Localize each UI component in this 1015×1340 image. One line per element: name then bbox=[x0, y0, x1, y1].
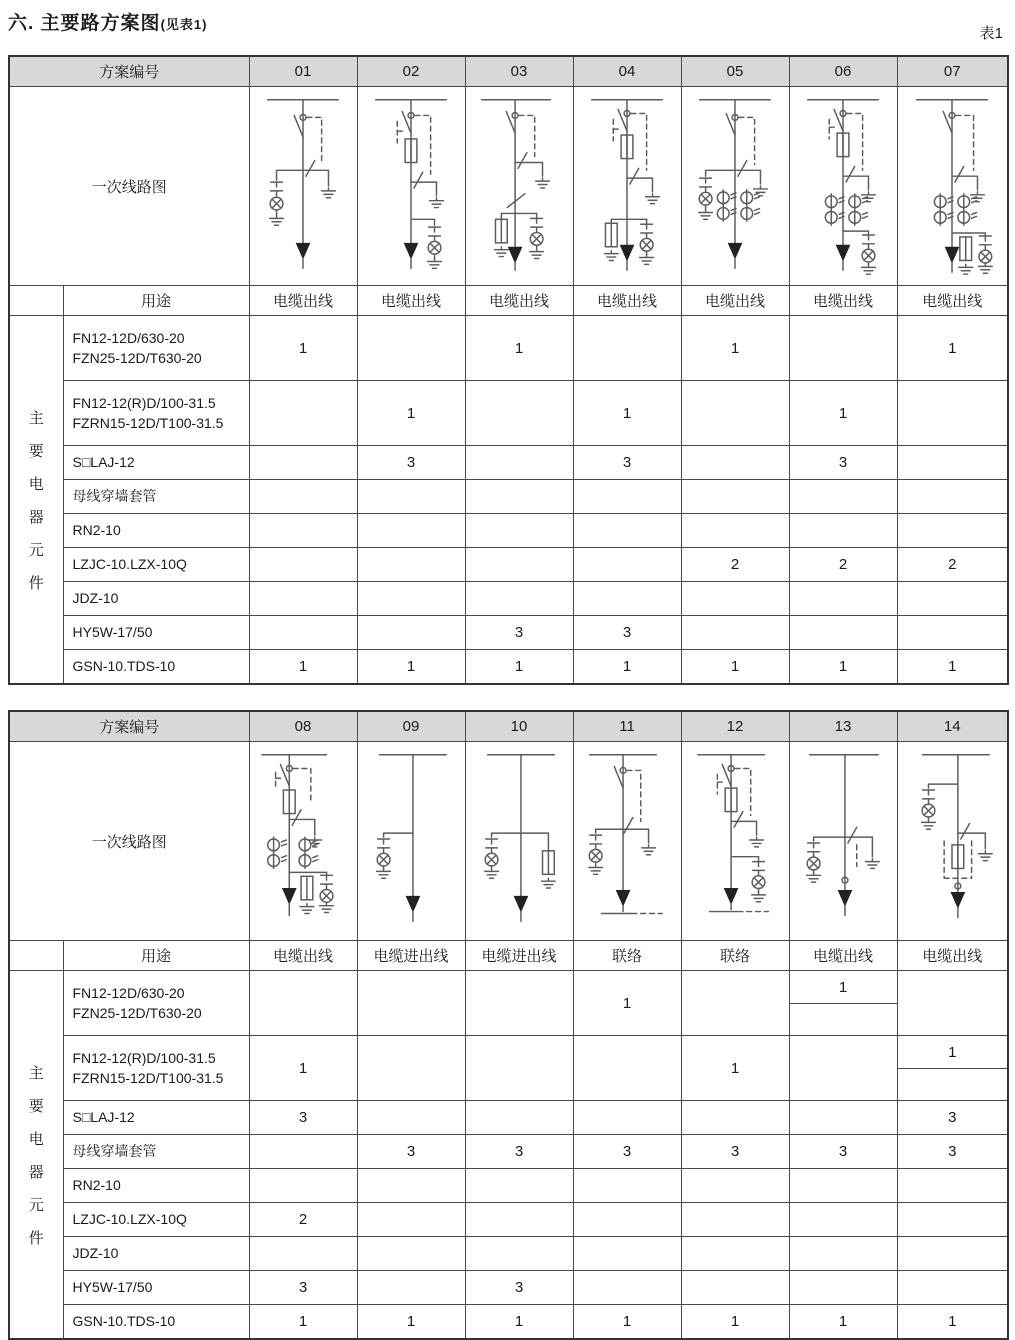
qty-cell bbox=[357, 971, 465, 1036]
qty-cell bbox=[249, 1237, 357, 1271]
qty-cell bbox=[357, 1169, 465, 1203]
title-text: 六. 主要路方案图 bbox=[8, 13, 161, 34]
usage-cell: 电缆出线 bbox=[681, 286, 789, 316]
qty-cell bbox=[357, 548, 465, 582]
qty-cell: 1 bbox=[681, 316, 789, 381]
qty-cell: 1 bbox=[249, 650, 357, 685]
qty-cell bbox=[357, 316, 465, 381]
usage-cell: 电缆出线 bbox=[249, 941, 357, 971]
component-name: HY5W-17/50 bbox=[63, 616, 249, 650]
qty-cell: 3 bbox=[465, 1135, 573, 1169]
scheme-header-cell: 04 bbox=[573, 56, 681, 87]
circuit-diagram-svg bbox=[250, 743, 356, 939]
circuit-diagram-svg bbox=[682, 743, 788, 939]
scheme-header-cell: 07 bbox=[897, 56, 1008, 87]
qty-cell: 3 bbox=[789, 1135, 897, 1169]
qty-cell bbox=[681, 480, 789, 514]
qty-cell bbox=[465, 1203, 573, 1237]
qty-cell: 3 bbox=[357, 1135, 465, 1169]
qty-sub-bottom bbox=[898, 1069, 1008, 1099]
circuit-diagram-13 bbox=[789, 742, 897, 941]
scheme-header-cell: 05 bbox=[681, 56, 789, 87]
usage-cell: 电缆进出线 bbox=[465, 941, 573, 971]
qty-cell bbox=[573, 548, 681, 582]
usage-label: 用途 bbox=[63, 286, 249, 316]
scheme-header-cell: 08 bbox=[249, 711, 357, 742]
qty-cell: 1 bbox=[897, 650, 1008, 685]
qty-cell: 1 bbox=[573, 1305, 681, 1340]
usage-cell: 电缆进出线 bbox=[357, 941, 465, 971]
usage-cell: 电缆出线 bbox=[789, 286, 897, 316]
qty-cell: 1 bbox=[249, 1305, 357, 1340]
circuit-diagram-03 bbox=[465, 87, 573, 286]
component-name: GSN-10.TDS-10 bbox=[63, 650, 249, 685]
qty-cell bbox=[897, 971, 1008, 1036]
qty-cell bbox=[573, 1169, 681, 1203]
circuit-diagram-05 bbox=[681, 87, 789, 286]
components-vertical-label bbox=[9, 971, 63, 1340]
qty-cell bbox=[681, 616, 789, 650]
qty-cell bbox=[465, 1169, 573, 1203]
qty-cell bbox=[789, 616, 897, 650]
circuit-diagram-svg bbox=[358, 743, 464, 939]
circuit-diagram-12 bbox=[681, 742, 789, 941]
circuit-diagram-07 bbox=[897, 87, 1008, 286]
qty-cell bbox=[573, 1203, 681, 1237]
circuit-diagram-svg bbox=[899, 88, 1005, 284]
qty-cell: 3 bbox=[897, 1135, 1008, 1169]
qty-cell bbox=[789, 582, 897, 616]
qty-cell bbox=[357, 480, 465, 514]
table-tag: 表1 bbox=[979, 25, 1003, 42]
qty-cell bbox=[465, 548, 573, 582]
scheme-no-header: 方案编号 bbox=[9, 711, 249, 742]
qty-cell: 3 bbox=[465, 1271, 573, 1305]
scheme-header-cell: 11 bbox=[573, 711, 681, 742]
scheme-header-cell: 01 bbox=[249, 56, 357, 87]
title-note: (见表1) bbox=[160, 17, 208, 32]
qty-cell bbox=[465, 1101, 573, 1135]
scheme-header-cell: 12 bbox=[681, 711, 789, 742]
qty-cell bbox=[465, 971, 573, 1036]
qty-cell bbox=[573, 480, 681, 514]
qty-cell bbox=[357, 1101, 465, 1135]
usage-cell: 电缆出线 bbox=[897, 941, 1008, 971]
qty-cell bbox=[681, 582, 789, 616]
component-name: JDZ-10 bbox=[63, 1237, 249, 1271]
qty-cell bbox=[897, 1169, 1008, 1203]
qty-cell bbox=[897, 480, 1008, 514]
qty-cell bbox=[573, 514, 681, 548]
usage-spacer-cell bbox=[9, 941, 63, 971]
qty-cell bbox=[789, 1237, 897, 1271]
qty-cell bbox=[789, 1271, 897, 1305]
qty-cell bbox=[897, 514, 1008, 548]
qty-cell: 1 bbox=[789, 381, 897, 446]
component-name: FN12-12D/630-20 FZN25-12D/T630-20 bbox=[63, 971, 249, 1036]
usage-cell: 电缆出线 bbox=[465, 286, 573, 316]
qty-cell bbox=[357, 616, 465, 650]
qty-cell bbox=[249, 480, 357, 514]
qty-cell bbox=[681, 1101, 789, 1135]
qty-cell bbox=[681, 1169, 789, 1203]
qty-cell: 2 bbox=[681, 548, 789, 582]
component-name: HY5W-17/50 bbox=[63, 1271, 249, 1305]
scheme-header-cell: 06 bbox=[789, 56, 897, 87]
qty-cell: 2 bbox=[249, 1203, 357, 1237]
qty-cell: 3 bbox=[573, 1135, 681, 1169]
component-name: 母线穿墙套管 bbox=[63, 480, 249, 514]
qty-sub-bottom bbox=[790, 1004, 897, 1034]
qty-cell: 1 bbox=[573, 650, 681, 685]
circuit-diagram-04 bbox=[573, 87, 681, 286]
primary-diagram-label: 一次线路图 bbox=[9, 87, 249, 286]
qty-sub-top: 1 bbox=[898, 1038, 1008, 1069]
qty-cell bbox=[897, 1203, 1008, 1237]
circuit-diagram-01 bbox=[249, 87, 357, 286]
qty-cell: 2 bbox=[789, 548, 897, 582]
circuit-diagram-09 bbox=[357, 742, 465, 941]
qty-cell bbox=[573, 316, 681, 381]
qty-cell bbox=[681, 381, 789, 446]
qty-cell: 1 bbox=[897, 316, 1008, 381]
qty-cell bbox=[249, 616, 357, 650]
component-name: GSN-10.TDS-10 bbox=[63, 1305, 249, 1340]
qty-cell: 1 bbox=[789, 1305, 897, 1340]
qty-cell: 1 bbox=[465, 650, 573, 685]
circuit-diagram-svg bbox=[790, 88, 896, 284]
qty-cell: 3 bbox=[465, 616, 573, 650]
qty-cell: 3 bbox=[573, 616, 681, 650]
qty-cell: 1 bbox=[357, 650, 465, 685]
qty-cell bbox=[789, 1036, 897, 1101]
qty-cell bbox=[789, 514, 897, 548]
circuit-diagram-svg bbox=[466, 88, 572, 284]
qty-cell bbox=[681, 446, 789, 480]
qty-cell bbox=[897, 381, 1008, 446]
qty-cell: 3 bbox=[249, 1271, 357, 1305]
qty-cell bbox=[789, 1169, 897, 1203]
qty-cell: 3 bbox=[681, 1135, 789, 1169]
qty-split-cell bbox=[789, 971, 897, 1036]
qty-cell bbox=[357, 1203, 465, 1237]
qty-cell bbox=[789, 1101, 897, 1135]
qty-cell bbox=[681, 1237, 789, 1271]
qty-cell: 1 bbox=[573, 971, 681, 1036]
qty-cell: 1 bbox=[465, 1305, 573, 1340]
circuit-diagram-svg bbox=[682, 88, 788, 284]
qty-cell bbox=[789, 480, 897, 514]
qty-cell bbox=[465, 1036, 573, 1101]
qty-cell bbox=[465, 446, 573, 480]
qty-cell bbox=[249, 1169, 357, 1203]
qty-split-cell bbox=[897, 1036, 1008, 1101]
qty-cell: 1 bbox=[681, 1305, 789, 1340]
qty-cell: 1 bbox=[897, 1305, 1008, 1340]
qty-cell: 1 bbox=[249, 316, 357, 381]
usage-cell: 电缆出线 bbox=[789, 941, 897, 971]
usage-cell: 电缆出线 bbox=[249, 286, 357, 316]
qty-cell: 3 bbox=[897, 1101, 1008, 1135]
circuit-diagram-svg bbox=[574, 743, 680, 939]
circuit-diagram-svg bbox=[899, 743, 1005, 939]
qty-cell bbox=[465, 480, 573, 514]
qty-cell: 3 bbox=[789, 446, 897, 480]
circuit-diagram-svg bbox=[250, 88, 356, 284]
qty-cell bbox=[465, 381, 573, 446]
qty-cell bbox=[897, 1237, 1008, 1271]
scheme-header-cell: 10 bbox=[465, 711, 573, 742]
qty-cell bbox=[249, 971, 357, 1036]
qty-cell bbox=[897, 616, 1008, 650]
component-name: RN2-10 bbox=[63, 1169, 249, 1203]
circuit-diagram-02 bbox=[357, 87, 465, 286]
qty-cell bbox=[357, 1036, 465, 1101]
qty-cell: 3 bbox=[357, 446, 465, 480]
qty-cell: 3 bbox=[249, 1101, 357, 1135]
components-vertical-text: 主 要 电 器 元 件 bbox=[28, 1064, 44, 1247]
circuit-diagram-14 bbox=[897, 742, 1008, 941]
components-vertical-label bbox=[9, 316, 63, 685]
qty-cell bbox=[465, 582, 573, 616]
qty-cell bbox=[357, 1271, 465, 1305]
qty-cell bbox=[465, 1237, 573, 1271]
qty-cell bbox=[465, 514, 573, 548]
usage-cell: 电缆出线 bbox=[357, 286, 465, 316]
usage-cell: 电缆出线 bbox=[897, 286, 1008, 316]
qty-sub-top: 1 bbox=[790, 973, 897, 1004]
usage-cell: 联络 bbox=[573, 941, 681, 971]
qty-cell: 1 bbox=[681, 650, 789, 685]
circuit-diagram-svg bbox=[358, 88, 464, 284]
qty-cell bbox=[249, 1135, 357, 1169]
circuit-diagram-11 bbox=[573, 742, 681, 941]
qty-cell bbox=[249, 446, 357, 480]
qty-cell bbox=[249, 548, 357, 582]
component-name: 母线穿墙套管 bbox=[63, 1135, 249, 1169]
scheme-header-cell: 13 bbox=[789, 711, 897, 742]
circuit-diagram-svg bbox=[466, 743, 572, 939]
component-name: S□LAJ-12 bbox=[63, 446, 249, 480]
qty-cell: 1 bbox=[465, 316, 573, 381]
circuit-diagram-svg bbox=[790, 743, 896, 939]
scheme-header-cell: 03 bbox=[465, 56, 573, 87]
qty-cell bbox=[249, 381, 357, 446]
scheme-no-header: 方案编号 bbox=[9, 56, 249, 87]
component-name: FN12-12(R)D/100-31.5 FZRN15-12D/T100-31.5 bbox=[63, 381, 249, 446]
qty-cell bbox=[357, 582, 465, 616]
qty-cell bbox=[573, 1271, 681, 1305]
scheme-table-01-07 bbox=[8, 55, 1009, 685]
qty-cell bbox=[573, 582, 681, 616]
component-name: S□LAJ-12 bbox=[63, 1101, 249, 1135]
primary-diagram-label: 一次线路图 bbox=[9, 742, 249, 941]
circuit-diagram-08 bbox=[249, 742, 357, 941]
qty-cell: 2 bbox=[897, 548, 1008, 582]
component-name: FN12-12(R)D/100-31.5 FZRN15-12D/T100-31.5 bbox=[63, 1036, 249, 1101]
qty-cell bbox=[897, 1271, 1008, 1305]
qty-cell bbox=[789, 1203, 897, 1237]
circuit-diagram-svg bbox=[574, 88, 680, 284]
component-name: RN2-10 bbox=[63, 514, 249, 548]
qty-cell bbox=[897, 582, 1008, 616]
qty-cell bbox=[573, 1101, 681, 1135]
scheme-header-cell: 02 bbox=[357, 56, 465, 87]
qty-cell bbox=[357, 1237, 465, 1271]
qty-cell: 3 bbox=[573, 446, 681, 480]
qty-cell: 1 bbox=[681, 1036, 789, 1101]
component-name: FN12-12D/630-20 FZN25-12D/T630-20 bbox=[63, 316, 249, 381]
component-name: JDZ-10 bbox=[63, 582, 249, 616]
page-title bbox=[8, 8, 207, 35]
qty-cell bbox=[681, 514, 789, 548]
qty-cell: 1 bbox=[357, 1305, 465, 1340]
component-name: LZJC-10.LZX-10Q bbox=[63, 1203, 249, 1237]
circuit-diagram-10 bbox=[465, 742, 573, 941]
qty-cell: 1 bbox=[789, 650, 897, 685]
components-vertical-text: 主 要 电 器 元 件 bbox=[28, 409, 44, 592]
qty-cell bbox=[681, 1271, 789, 1305]
qty-cell bbox=[681, 1203, 789, 1237]
usage-cell: 电缆出线 bbox=[573, 286, 681, 316]
qty-cell bbox=[249, 514, 357, 548]
component-name: LZJC-10.LZX-10Q bbox=[63, 548, 249, 582]
qty-cell bbox=[789, 316, 897, 381]
scheme-header-cell: 09 bbox=[357, 711, 465, 742]
qty-cell bbox=[573, 1237, 681, 1271]
usage-cell: 联络 bbox=[681, 941, 789, 971]
usage-label: 用途 bbox=[63, 941, 249, 971]
qty-cell bbox=[573, 1036, 681, 1101]
scheme-table-08-14 bbox=[8, 710, 1009, 1340]
qty-cell bbox=[681, 971, 789, 1036]
qty-cell: 1 bbox=[573, 381, 681, 446]
qty-cell bbox=[897, 446, 1008, 480]
scheme-header-cell: 14 bbox=[897, 711, 1008, 742]
qty-cell bbox=[357, 514, 465, 548]
qty-cell: 1 bbox=[249, 1036, 357, 1101]
usage-spacer-cell bbox=[9, 286, 63, 316]
circuit-diagram-06 bbox=[789, 87, 897, 286]
qty-cell bbox=[249, 582, 357, 616]
qty-cell: 1 bbox=[357, 381, 465, 446]
